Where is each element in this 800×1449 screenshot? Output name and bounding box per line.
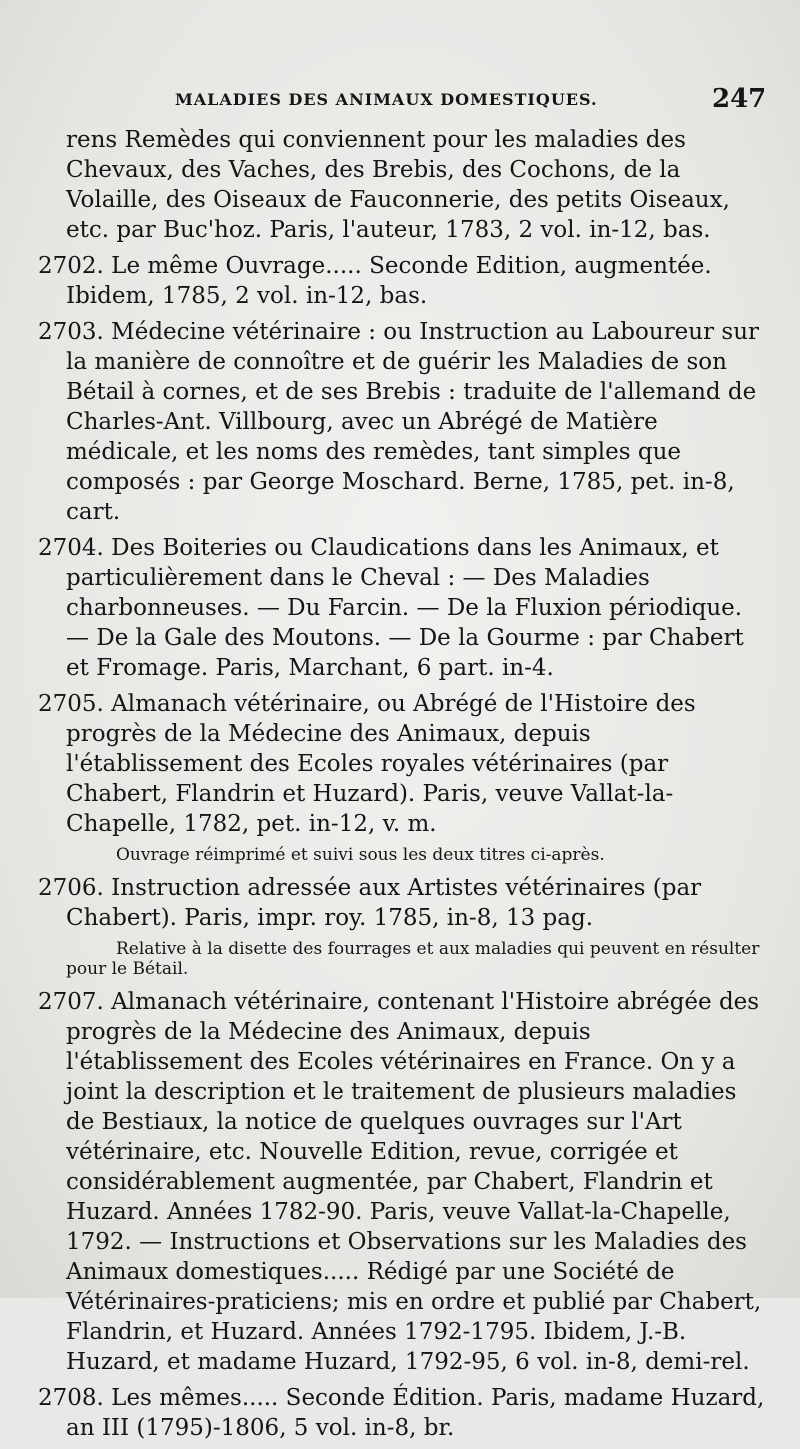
entry-number: 2705. [38, 691, 104, 717]
entry-number: 2703. [38, 319, 104, 345]
page-number: 247 [712, 84, 767, 114]
running-title: MALADIES DES ANIMAUX DOMESTIQUES. [175, 90, 598, 109]
entry-text: Médecine vétérinaire : ou Instruction au Laboureur sur la manière de connoître et de guérir les Maladies de son Bétail à cornes, et de ses Brebis : traduite de l'allemand de Charles-Ant. Villbourg, avec un Abrégé de Matière médicale, et les noms des remèdes, tant simples que composés : par George Moschard. Berne, 1785, pet. in-8, cart. [66, 319, 760, 525]
entry-text: Instruction adressée aux Artistes vétérinaires (par Chabert). Paris, impr. roy. 1785, in-8, 13 pag. [66, 875, 702, 931]
catalogue-entry [38, 317, 766, 527]
entry-text: Les mêmes..... Seconde Édition. Paris, madame Huzard, an III (1795)-1806, 5 vol. in-8, br. [66, 1385, 765, 1441]
catalogue-entry [38, 251, 766, 311]
entry-number: 2706. [38, 875, 104, 901]
entry-number: 2708. [38, 1385, 104, 1411]
entry-number: 2707. [38, 989, 104, 1015]
catalogue-entry [38, 987, 766, 1377]
entry-text: rens Remèdes qui conviennent pour les maladies des Chevaux, des Vaches, des Brebis, des Cochons, de la Volaille, des Oiseaux de Fauconnerie, des petits Oiseaux, etc. par Buc'hoz. Paris, l'auteur, 1783, 2 vol. in-12, bas. [66, 127, 730, 243]
entry-text: Almanach vétérinaire, ou Abrégé de l'Histoire des progrès de la Médecine des Animaux, depuis l'établissement des Ecoles royales vétérinaires (par Chabert, Flandrin et Huzard). Paris, veuve Vallat-la-Chapelle, 1782, pet. in-12, v. m. [66, 691, 696, 837]
catalogue-body [38, 125, 766, 1449]
entry-note: Relative à la disette des fourrages et aux maladies qui peuvent en résulter pour le Bétail. [66, 939, 760, 979]
catalogue-entry [38, 873, 766, 933]
catalogue-entry [38, 125, 766, 245]
entry-text: Almanach vétérinaire, contenant l'Histoire abrégée des progrès de la Médecine des Animaux, depuis l'établissement des Ecoles vétérinaires en France. On y a joint la description et le traitement de plusieurs maladies de Bestiaux, la notice de quelques ouvrages sur l'Art vétérinaire, etc. Nouvelle Edition, revue, corrigée et considérablement augmentée, par Chabert, Flandrin et Huzard. Années 1782-90. Paris, veuve Vallat-la-Chapelle, 1792. — Instructions et Observations sur les Maladies des Animaux domestiques..... Rédigé par une Société de Vétérinaires-praticiens; mis en ordre et publié par Chabert, Flandrin, et Huzard. Années 1792-1795. Ibidem, J.-B. Huzard, et madame Huzard, 1792-95, 6 vol. in-8, demi-rel. [66, 989, 762, 1375]
entry-note: Ouvrage réimprimé et suivi sous les deux titres ci-après. [116, 845, 605, 865]
catalogue-entry [38, 689, 766, 839]
catalogue-entry [38, 1383, 766, 1443]
entry-number: 2704. [38, 535, 104, 561]
entry-number: 2702. [38, 253, 104, 279]
entry-text: Des Boiteries ou Claudications dans les Animaux, et particulièrement dans le Cheval : — Des Maladies charbonneuses. — Du Farcin. — De la Fluxion périodique. — De la Gale des Moutons. — De la Gourme : par Chabert et Fromage. Paris, Marchant, 6 part. in-4. [66, 535, 744, 681]
catalogue-entry [38, 533, 766, 683]
page-header [0, 84, 800, 118]
entry-text: Le même Ouvrage..... Seconde Edition, augmentée. Ibidem, 1785, 2 vol. in-12, bas. [66, 253, 712, 309]
